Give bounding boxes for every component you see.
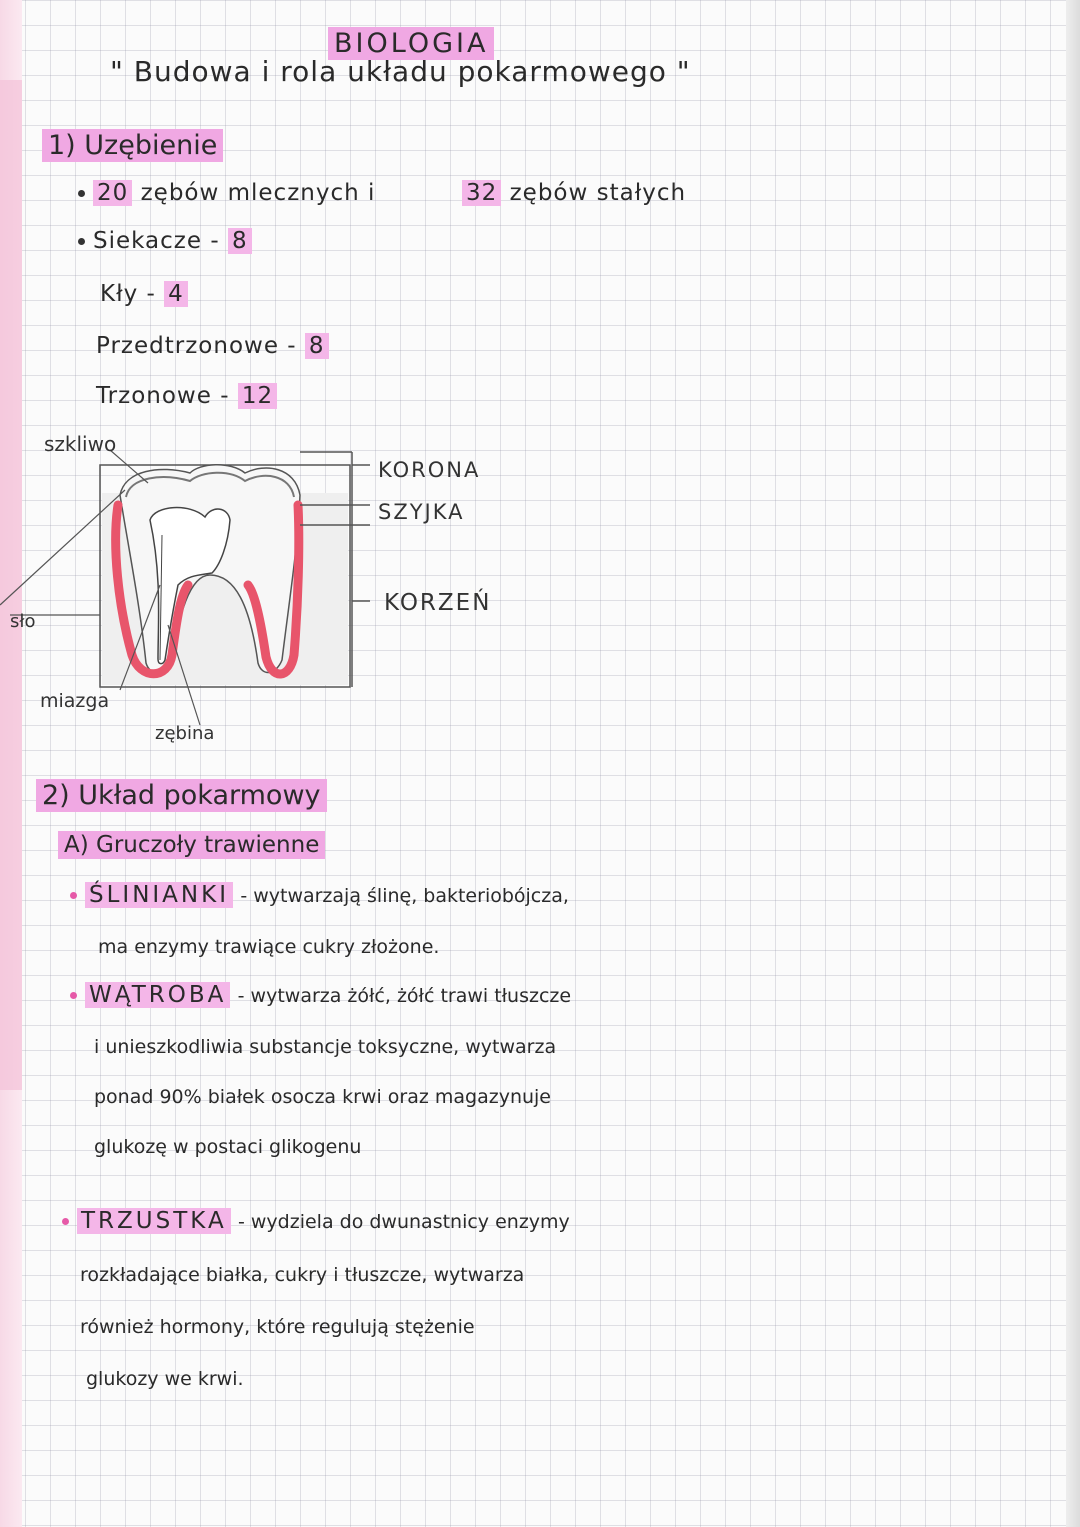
tooth-type-count: 4	[164, 281, 188, 307]
subject-label	[328, 30, 494, 57]
section2-heading-text: 2) Układ pokarmowy	[36, 779, 327, 812]
section1-heading	[42, 132, 223, 159]
teeth-count-line	[78, 182, 686, 205]
item-line: glukozę w postaci glikogenu	[94, 1136, 362, 1158]
perm-teeth-count: 32	[462, 180, 501, 206]
perm-teeth-text: zębów stałych	[509, 180, 687, 206]
item-liver	[70, 984, 571, 1007]
bullet-icon	[70, 892, 77, 899]
page-title: " Budowa i rola układu pokarmowego "	[110, 55, 691, 88]
label-pulp: miazga	[40, 690, 110, 712]
item-name: ŚLINIANKI	[85, 882, 233, 908]
item-pancreas	[62, 1210, 570, 1233]
tooth-diagram	[0, 425, 560, 755]
item-line: - wytwarzają ślinę, bakteriobójcza,	[240, 885, 569, 907]
label-root: KORZEŃ	[384, 590, 492, 616]
label-crown: KORONA	[378, 458, 481, 482]
section1-heading-text: 1) Uzębienie	[42, 129, 223, 162]
milk-teeth-text: zębów mlecznych i	[140, 180, 376, 206]
item-line: ma enzymy trawiące cukry złożone.	[98, 936, 440, 958]
label-enamel: szkliwo	[44, 432, 117, 456]
tooth-type-name: Kły -	[100, 281, 156, 307]
section2-heading	[36, 782, 327, 809]
item-line: rozkładające białka, cukry i tłuszcze, wytwarza	[80, 1264, 525, 1286]
tooth-type-name: Siekacze -	[93, 228, 220, 254]
item-line: - wydziela do dwunastnicy enzymy	[238, 1211, 570, 1233]
section2-subheading	[58, 834, 325, 857]
item-line: - wytwarza żółć, żółć trawi tłuszcze	[237, 985, 572, 1007]
tooth-type-name: Przedtrzonowe -	[96, 333, 297, 359]
page-margin	[0, 0, 22, 1527]
item-line: ponad 90% białek osocza krwi oraz magazynuje	[94, 1086, 551, 1108]
tooth-type-name: Trzonowe -	[96, 383, 230, 409]
label-neck: SZYJKA	[378, 500, 465, 524]
bullet-icon	[78, 190, 85, 197]
section2-subheading-text: A) Gruczoły trawienne	[58, 831, 325, 859]
tooth-type-count: 12	[238, 383, 277, 409]
teeth-row-molars	[96, 385, 277, 408]
milk-teeth-count: 20	[93, 180, 132, 206]
teeth-row-incisors	[78, 230, 252, 253]
item-line: i unieszkodliwia substancje toksyczne, wytwarza	[94, 1036, 557, 1058]
subject-text: BIOLOGIA	[328, 27, 494, 60]
tooth-type-count: 8	[305, 333, 329, 359]
teeth-row-premolars	[96, 335, 329, 358]
bullet-icon	[78, 238, 85, 245]
item-line: glukozy we krwi.	[86, 1368, 244, 1390]
bullet-icon	[70, 992, 77, 999]
item-line: również hormony, które regulują stężenie	[80, 1316, 475, 1338]
item-salivary	[70, 884, 569, 907]
item-name: WĄTROBA	[85, 982, 230, 1008]
label-dentin: zębina	[155, 723, 215, 744]
tooth-type-count: 8	[228, 228, 252, 254]
label-gum: sło	[10, 611, 36, 632]
item-name: TRZUSTKA	[77, 1208, 231, 1234]
bullet-icon	[62, 1218, 69, 1225]
page-edge	[1066, 0, 1080, 1527]
teeth-row-canines	[100, 283, 188, 306]
